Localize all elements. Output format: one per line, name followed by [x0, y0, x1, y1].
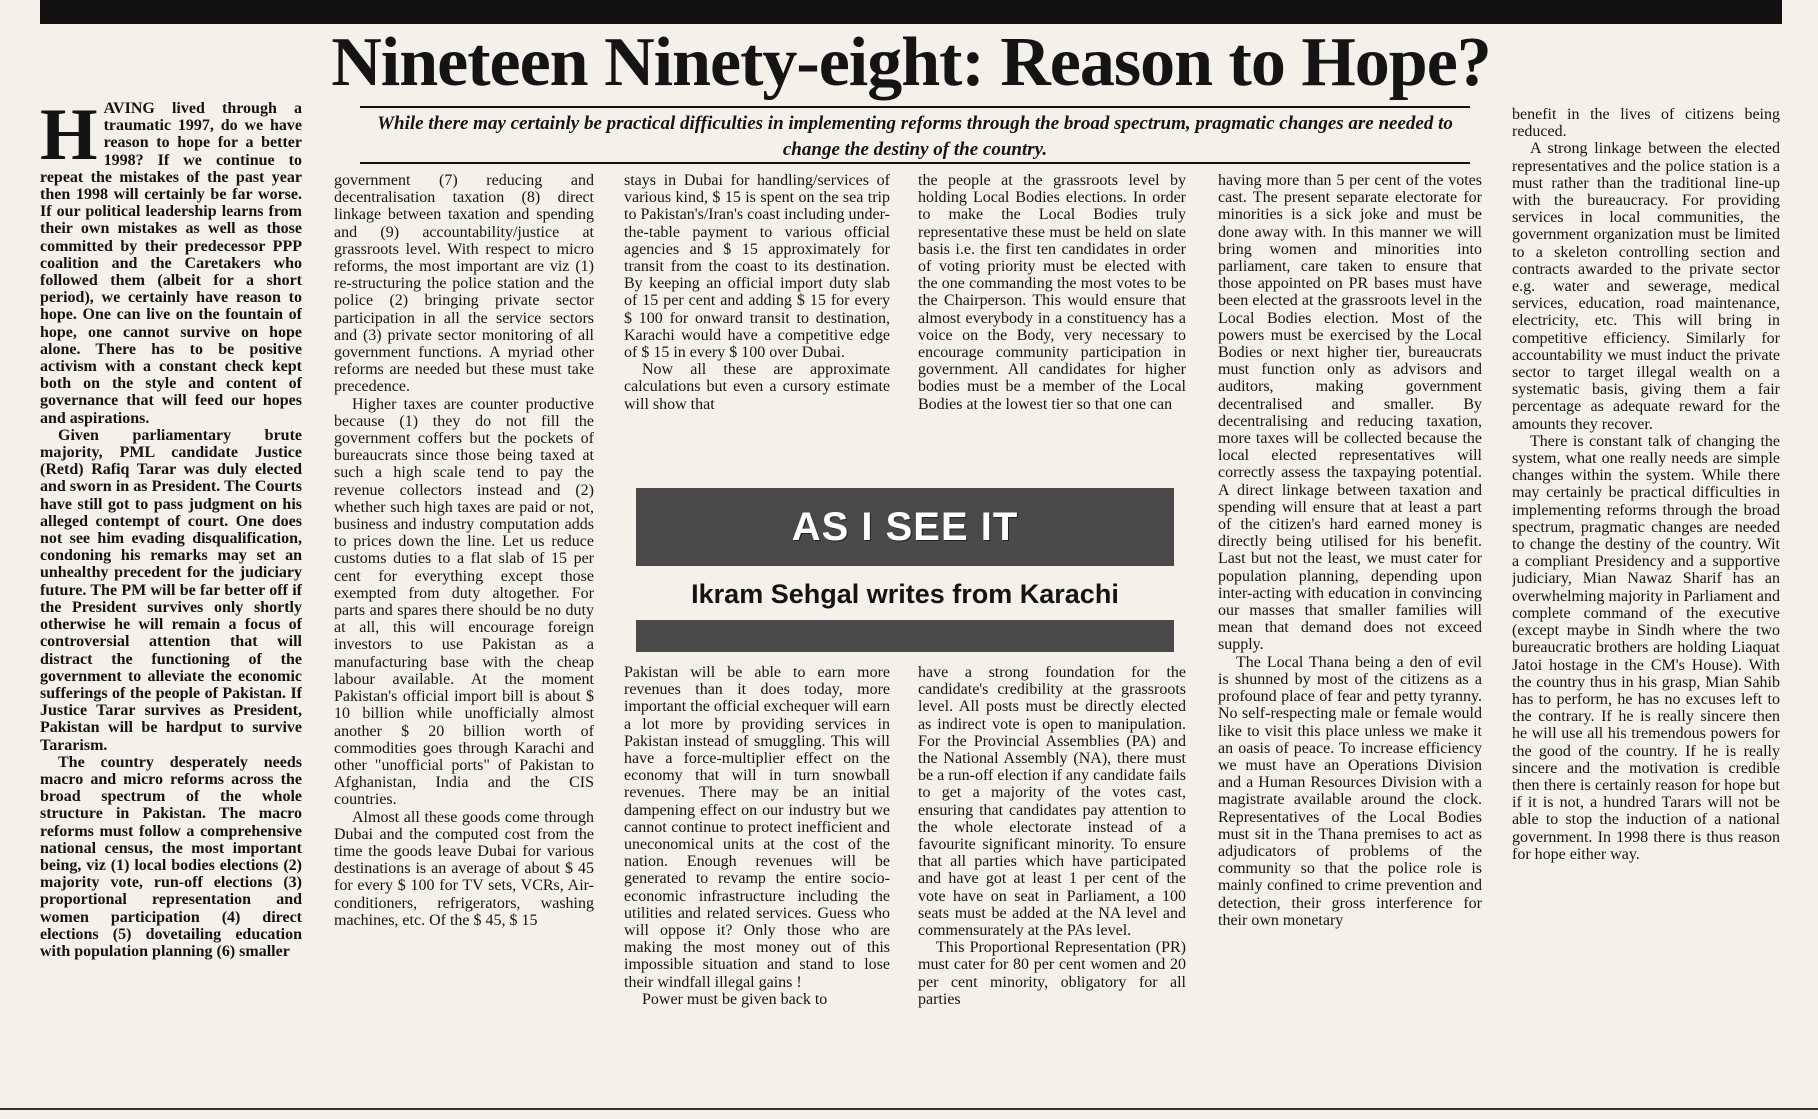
- col2-para-1: government (7) reducing and decentralisation taxation (8) direct linkage between taxation and spending and (9) accountability/justice at grassroots level. With respect to micro reforms, the most important are viz (1) re-structuring the police station and the police (2) bringing private sector participation in all the service sectors and (3) private sector monitoring of all government functions. A myriad other reforms are needed but these must take precedence.: [334, 172, 594, 396]
- col1-para-3: The country desperately needs macro and micro reforms across the broad spectrum of the whole structure in Pakistan. The macro reforms must follow a comprehensive national census, the most important being, viz (1) local bodies elections (2) majority vote, run-off elections (3) proportional representation and women participation (4) direct elections (5) dovetailing education with population planning (6) smaller: [40, 753, 302, 960]
- col5-para-1: having more than 5 per cent of the votes cast. The present separate electorate for minorities is a sick joke and must be done away with. In this manner we will bring women and minorities into parliament, care taken to ensure that those appointed on PR bases must have been elected at the grassroots level in the Local Bodies election. Most of the powers must be exercised by the Local Bodies or next higher tier, bureaucrats must function only as advisors and auditors, making government decentralised and smaller. By decentralising and reducing taxation, more taxes will be collected because the local elected representatives will correctly assess the taxpaying potential. A direct linkage between taxation and spending will ensure that at least a part of the citizen's hard earned money is directly being utilised for his benefit. Last but not the least, we must cater for population planning, depending upon inter-acting with education in convincing our masses that smaller families will mean that demand does not exceed supply.: [1218, 172, 1482, 654]
- col4-bottom-para-1: have a strong foundation for the candidate's credibility at the grassroots level. All posts must be directly elected as indirect vote is open to manipulation. For the Provincial Assemblies (PA) and the National Assembly (NA), there must be a run-off election if any candidate fails to get a majority of the votes cast, ensuring that candidates pay attention to the whole electorate instead of a favourite significant minority. To ensure that all parties which have participated and have got at least 1 per cent of the vote have on seat in Parliament, a 100 seats must be added at the NA level and commensurately at the PAs level.: [918, 664, 1186, 940]
- col2-para-2: Higher taxes are counter productive because (1) they do not fill the government coffers but the pockets of bureaucrats since those being taxed at such a high scale tend to pay the revenue collectors instead and (2) whether such high taxes are paid or not, business and industry computation adds to prices down the line. Let us reduce customs duties to a flat slab of 15 per cent for everything except those exempted from duty altogether. For parts and spares there should be no duty at all, this will encourage foreign investors to use Pakistan as a manufacturing base with the cheap labour available. At the moment Pakistan's official import bill is about $ 10 billion while unofficially almost another $ 20 billion worth of commodities goes through Karachi and other "unofficial ports" of Pakistan to Afghanistan, India and the CIS countries.: [334, 395, 594, 809]
- col4-top-para-1: the people at the grassroots level by holding Local Bodies elections. In order to make the Local Bodies truly representative these must be held on slate basis i.e. the first ten candidates in order of voting priority must be elected with the one commanding the most votes to be the Chairperson. This would ensure that almost everybody in a constituency has a voice on the Body, very necessary to encourage community participation in government. All candidates for higher bodies must be a member of the Local Bodies at the lowest tier so that one can: [918, 172, 1186, 413]
- column-4-top: [918, 172, 1186, 480]
- col1-para-1: HAVING lived through a traumatic 1997, do we have reason to hope for a better 1998? If we continue to repeat the mistakes of the past year then 1998 will certainly be far worse. If our political leadership learns from their own mistakes as well as those committed by their predecessor PPP coalition and the Caretakers who followed them (albeit for a short period), we certainly have reason to hope. One can live on the fountain of hope, one cannot survive on hope alone. There has to be positive activism with a constant check kept both on the style and content of governance that will feed our hopes and aspirations.: [40, 100, 302, 427]
- column-2: [334, 172, 594, 1090]
- col6-para-3: There is constant talk of changing the system, what one really needs are simple changes within the system. While there may certainly be practical difficulties in implementing reforms through the broad spectrum, pragmatic changes are needed to change the destiny of the country. Wit a compliant Presidency and a supportive judiciary, Mian Nawaz Sharif has an overwhelming majority in Parliament and complete command of the executive (except maybe in Sindh where the two bureaucratic brothers are holding Liaquat Jatoi hostage in the CM's House). With the country thus in his grasp, Mian Sahib has to perform, he has no excuses left to the contrary. If he is really sincere then he will use all his tremendous powers for the good of the country. If he is really sincere and the motivation is credible then there is certainly reason for hope but if it is not, a hundred Tarars will not be able to stop the induction of a national government. In 1998 there is thus reason for hope either way.: [1512, 432, 1780, 863]
- col3-bottom-para-1: Pakistan will be able to earn more revenues than it does today, more important the official exchequer will earn a lot more by providing services in Pakistan instead of smuggling. This will have a force-multiplier effect on the economy that will in turn snowball revenues. There may be an initial dampening effect on our industry but we cannot continue to protect inefficient and uneconomical units at the cost of the nation. Enough revenues will be generated to revamp the entire socio-economic infrastructure including the utilities and related services. Guess who will oppose it? Only those who are making the most money out of this impossible situation and stand to lose their windfall illegal gains !: [624, 664, 890, 991]
- column-5: [1218, 172, 1482, 1090]
- column-1: [40, 100, 302, 1090]
- col6-para-2: A strong linkage between the elected representatives and the police station is a must rather than the traditional line-up with the bureaucracy. For providing services in local communities, the government organization must be limited to a skeleton controlling section and contracts awarded to the private sector e.g. water and sewerage, medical services, education, road maintenance, electricity, etc. This will bring in competitive efficiency. Similarly for accountability we must induct the private sector to target illegal wealth on a systematic basis, giving them a fair percentage as adequate reward for the amounts they recover.: [1512, 140, 1780, 433]
- column-logo-text: AS I SEE IT: [791, 505, 1019, 549]
- column-4-bottom: [918, 664, 1186, 1092]
- deck: While there may certainly be practical difficulties in implementing reforms through the broad spectrum, pragmatic changes are needed to change the destiny of the country.: [360, 106, 1470, 164]
- drop-cap: H: [40, 100, 98, 176]
- col1-para-2: Given parliamentary brute majority, PML candidate Justice (Retd) Rafiq Tarar was duly elected and sworn in as President. The Courts have still got to pass judgment on his alleged contempt of court. One does not see him evading disqualification, condoning his remarks may set an unhealthy precedent for the judiciary future. The PM will be far better off if the President survives only shortly otherwise he will remain a focus of controversial attention that will distract the functioning of the government to alleviate the economic sufferings of the people of Pakistan. If Justice Tarar survives as President, Pakistan will be hardput to survive Tararism.: [40, 426, 302, 754]
- bottom-rule: [0, 1108, 1818, 1110]
- byline-bar: [636, 620, 1174, 652]
- headline: Nineteen Ninety-eight: Reason to Hope?: [331, 24, 1491, 101]
- col4-bottom-para-2: This Proportional Representation (PR) must cater for 80 per cent women and 20 per cent minority, obligatory for all parties: [918, 939, 1186, 1008]
- byline: Ikram Sehgal writes from Karachi: [691, 579, 1119, 609]
- col3-top-para-1: stays in Dubai for handling/services of various kind, $ 15 is spent on the sea trip to Pakistan's/Iran's coast including under-the-table payment to various official agencies and $ 15 approximately for transit from the coast to its destination. By keeping an official import duty slab of 15 per cent and adding $ 15 for every $ 100 for onward transit to destination, Karachi would have a competitive edge of $ 15 in every $ 100 over Dubai.: [624, 172, 890, 362]
- col5-para-2: The Local Thana being a den of evil is shunned by most of the citizens as a profound place of fear and petty tyranny. No self-respecting male or female would like to visit this place unless we make it an oasis of peace. To increase efficiency we must have an Operations Division and a Human Resources Division with a magistrate available around the clock. Representatives of the Local Bodies must sit in the Thana premises to act as adjudicators of problems of the community so that the police role is mainly confined to crime prevention and detection, their gross interference for their own monetary: [1218, 653, 1482, 929]
- column-3-top: [624, 172, 890, 480]
- col3-bottom-para-2: Power must be given back to: [642, 990, 828, 1008]
- col2-para-3: Almost all these goods come through Dubai and the computed cost from the time the goods leave Dubai for various destinations is an average of about $ 45 for every $ 100 for TV sets, VCRs, Air-conditioners, refrigerators, washing machines, etc. Of the $ 45, $ 15: [334, 808, 594, 929]
- col6-para-1: benefit in the lives of citizens being reduced.: [1512, 106, 1780, 141]
- column-6: [1512, 106, 1780, 1090]
- column-logo-bar: [636, 488, 1174, 566]
- col3-top-para-2: Now all these are approximate calculations but even a cursory estimate will show that: [624, 361, 890, 413]
- column-3-bottom: [624, 664, 890, 1092]
